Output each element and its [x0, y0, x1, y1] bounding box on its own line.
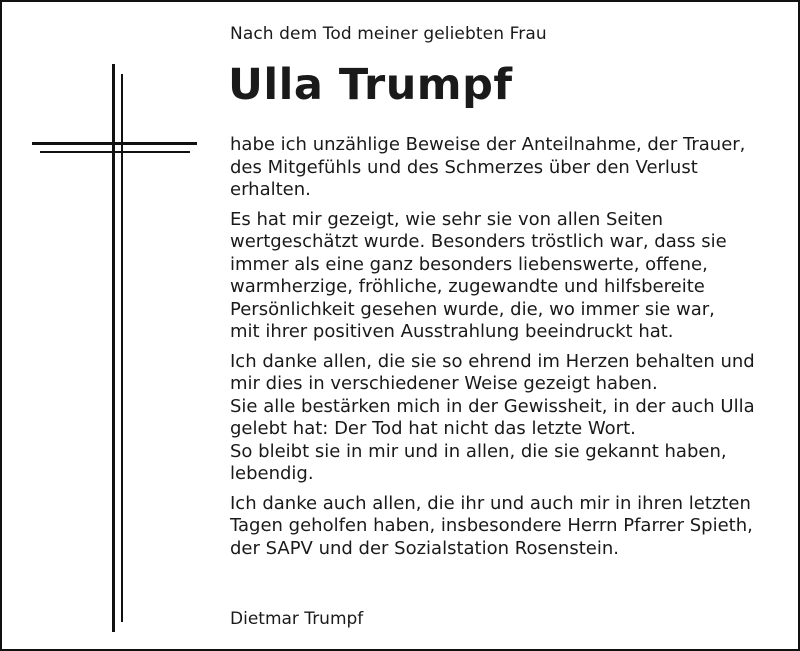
text-line: der SAPV und der Sozialstation Rosenstein. — [230, 537, 619, 559]
signature: Dietmar Trumpf — [230, 609, 364, 629]
text-line: So bleibt sie in mir und in allen, die sie gekannt haben, — [230, 440, 727, 462]
cross-horizontal-bar-inner — [40, 151, 190, 153]
paragraph — [230, 351, 790, 486]
text-line: habe ich unzählige Beweise der Anteilnahme, der Trauer, — [230, 134, 746, 155]
cross-horizontal-bar — [32, 142, 197, 145]
text-line: immer als eine ganz besonders liebenswerte, offene, — [230, 253, 708, 275]
text-line: lebendig. — [230, 463, 314, 484]
message-body — [230, 134, 790, 567]
text-line: Persönlichkeit gesehen wurde, die, wo immer sie war, — [230, 298, 715, 320]
text-line: des Mitgefühls und des Schmerzes über den Verlust — [230, 156, 698, 178]
text-line: mit ihrer positiven Ausstrahlung beeindruckt hat. — [230, 321, 674, 342]
deceased-name: Ulla Trumpf — [228, 60, 513, 110]
intro-line: Nach dem Tod meiner geliebten Frau — [230, 24, 547, 44]
text-line: erhalten. — [230, 179, 311, 200]
paragraph — [230, 493, 790, 561]
text-line: Ich danke auch allen, die ihr und auch mir in ihren letzten — [230, 492, 751, 514]
text-line: Ich danke allen, die sie so ehrend im Herzen behalten und — [230, 350, 755, 372]
cross-vertical-bar — [112, 64, 115, 632]
cross-vertical-bar-inner — [121, 74, 123, 622]
paragraph — [230, 209, 790, 344]
text-line: warmherzige, fröhliche, zugewandte und hilfsbereite — [230, 276, 705, 297]
paragraph — [230, 134, 790, 202]
text-line: Sie alle bestärken mich in der Gewissheit, in der auch Ulla — [230, 395, 755, 417]
text-line: Es hat mir gezeigt, wie sehr sie von allen Seiten — [230, 208, 664, 230]
text-line: gelebt hat: Der Tod hat nicht das letzte Wort. — [230, 418, 636, 439]
text-line: mir dies in verschiedener Weise gezeigt haben. — [230, 373, 658, 394]
text-line: wertgeschätzt wurde. Besonders tröstlich war, dass sie — [230, 231, 727, 252]
text-line: Tagen geholfen haben, insbesondere Herrn Pfarrer Spieth, — [230, 515, 753, 536]
